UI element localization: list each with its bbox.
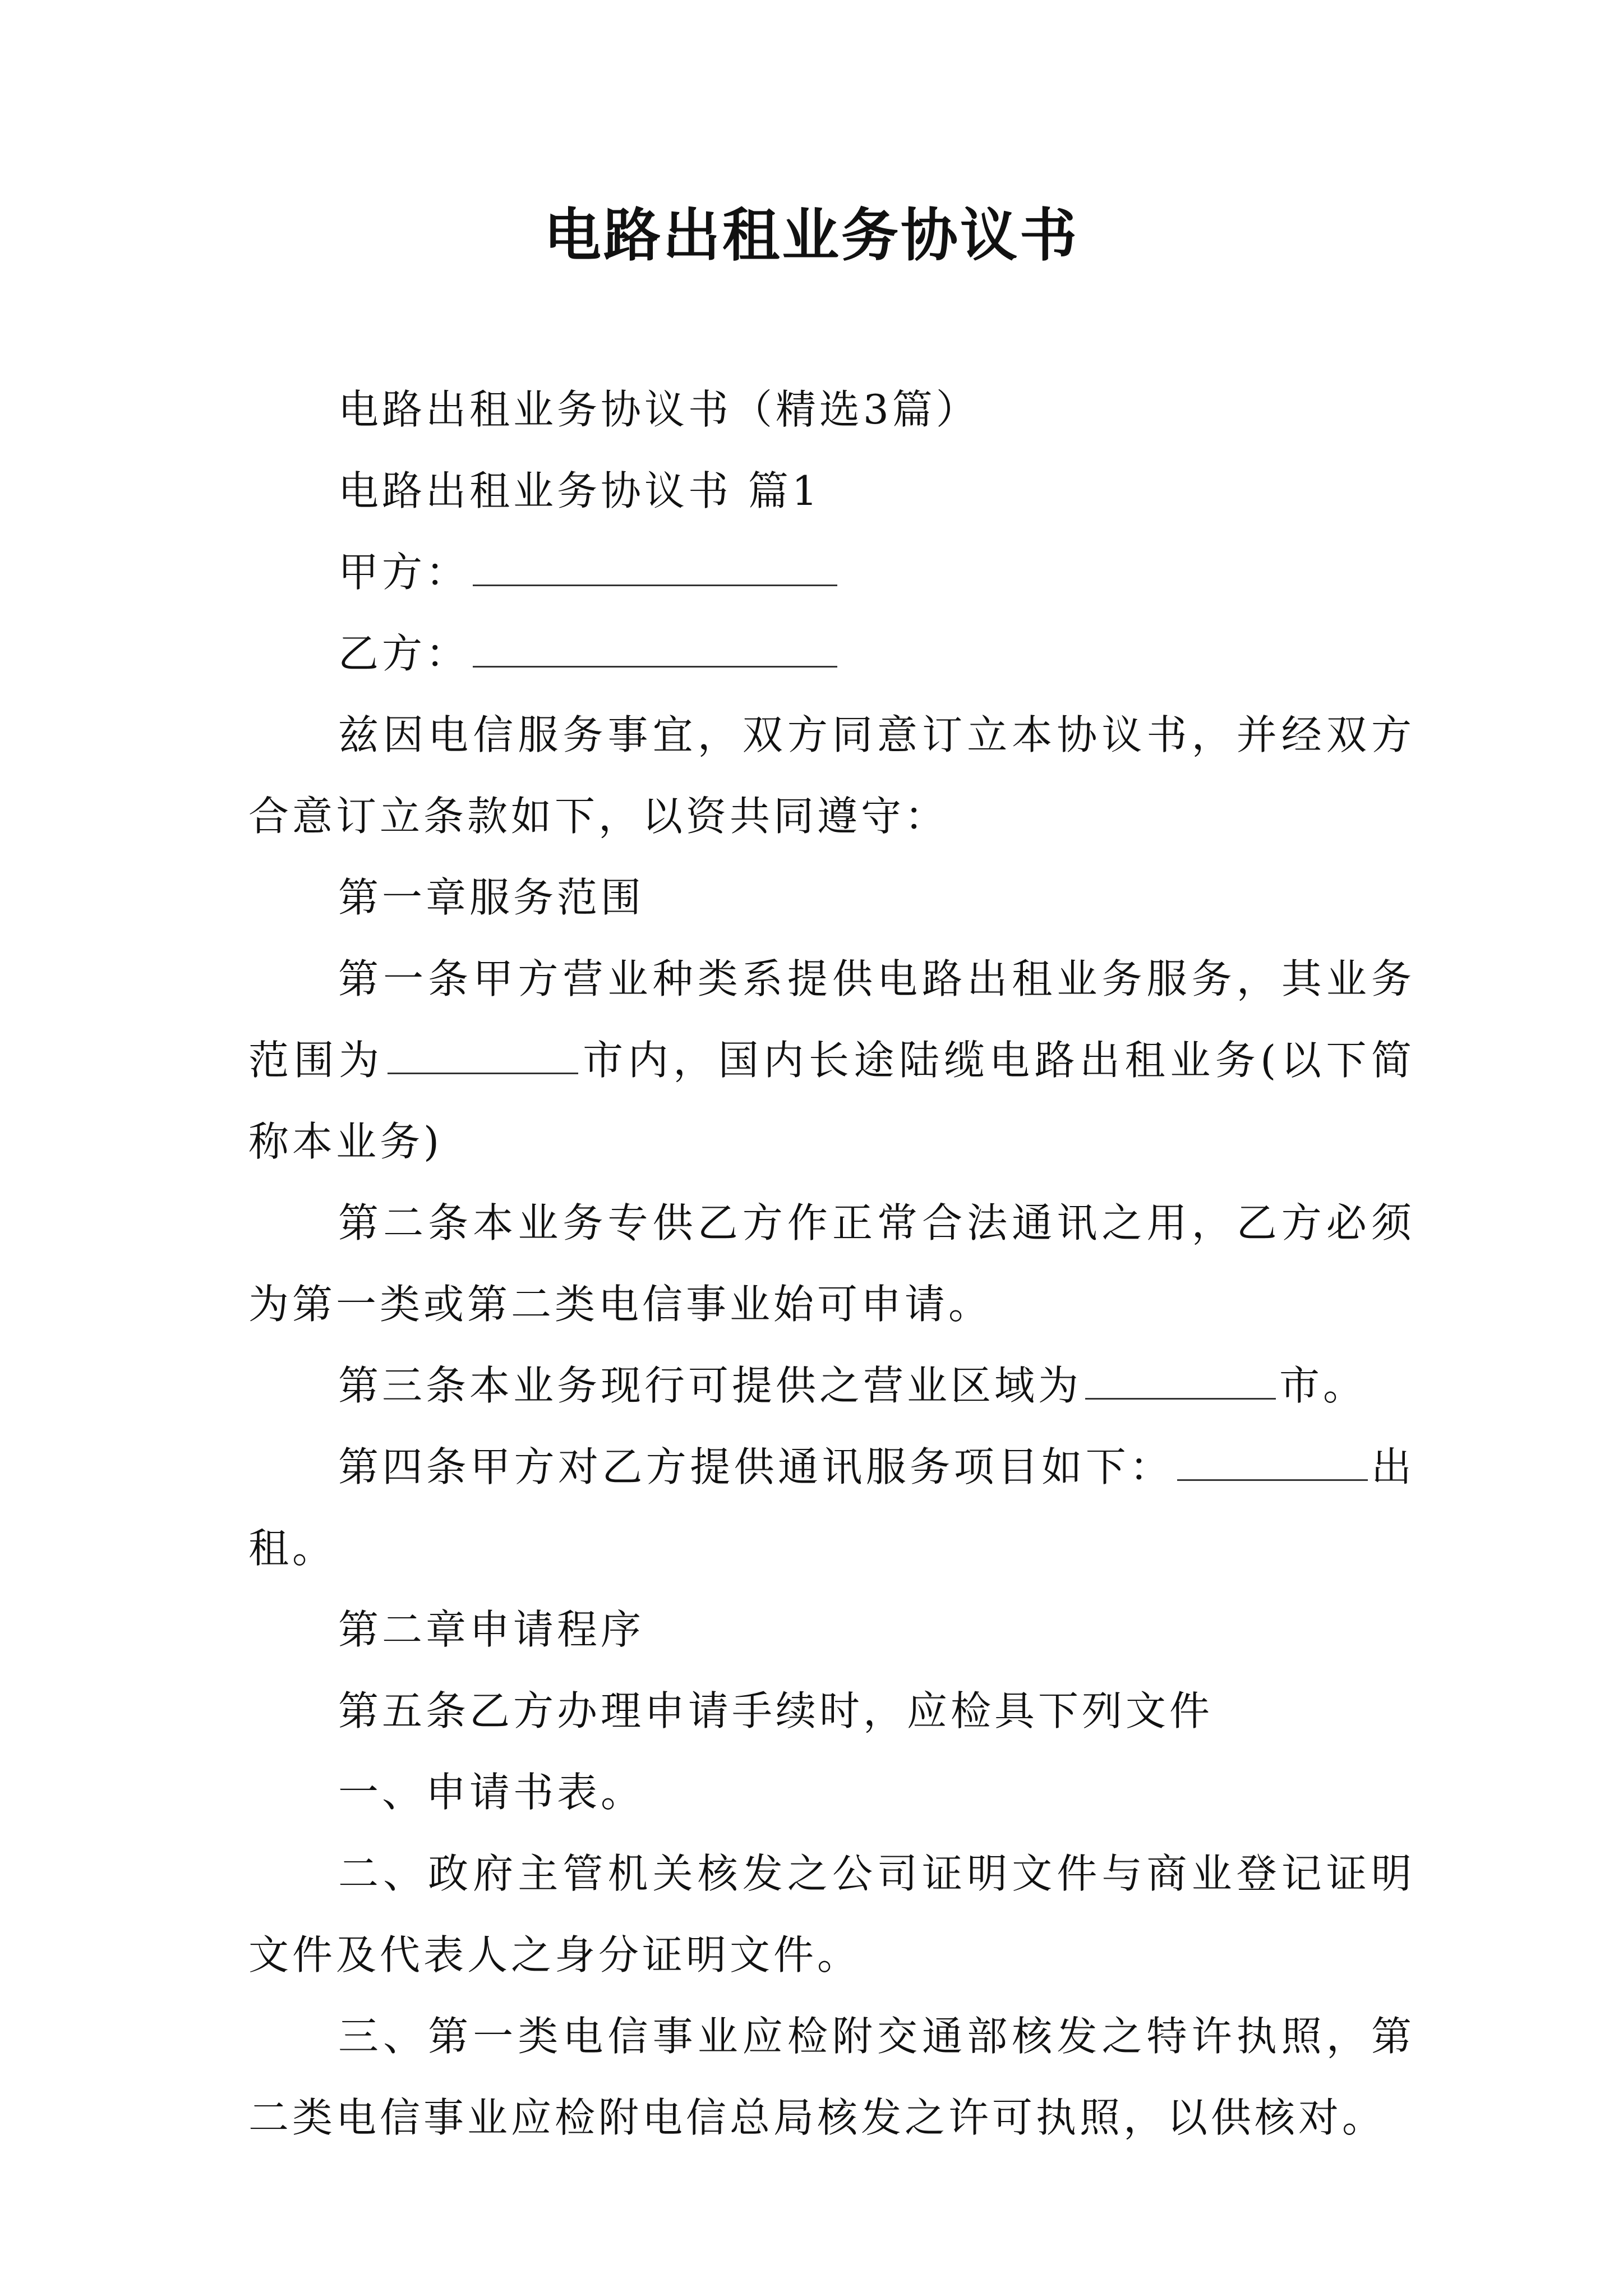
article-3-text-a: 第三条本业务现行可提供之营业区域为 bbox=[338, 1362, 1082, 1409]
article-4 bbox=[248, 1427, 1415, 1589]
list-item-1: 一、申请书表。 bbox=[338, 1769, 645, 1816]
section-heading: 电路出租业务协议书 篇1 bbox=[338, 467, 821, 514]
article-5: 第五条乙方办理申请手续时，应检具下列文件 bbox=[338, 1687, 1214, 1734]
article-1-text-b: 市内，国内长途陆缆电路出租业务(以下简称本业务) bbox=[248, 1037, 1415, 1165]
article-2: 第二条本业务专供乙方作正常合法通讯之用，乙方必须为第一类或第二类电信事业始可申请。 bbox=[248, 1199, 1415, 1328]
article-4-text-a: 第四条甲方对乙方提供通讯服务项目如下： bbox=[338, 1443, 1174, 1490]
chapter-2-heading: 第二章申请程序 bbox=[338, 1606, 645, 1653]
article-4-blank bbox=[1177, 1474, 1368, 1481]
party-b-blank bbox=[473, 660, 837, 668]
article-1-text-a: 第一条甲方营业种类系提供电路出租业务服务，其业务范围为 bbox=[248, 955, 1415, 1084]
article-1 bbox=[248, 938, 1415, 1182]
article-3-text-b: 市。 bbox=[1279, 1362, 1367, 1409]
party-b-label: 乙方： bbox=[338, 630, 470, 677]
chapter-1-heading: 第一章服务范围 bbox=[338, 874, 645, 921]
subtitle: 电路出租业务协议书（精选3篇） bbox=[338, 386, 980, 433]
article-3-blank bbox=[1085, 1392, 1276, 1400]
document-title: 电路出租业务协议书 bbox=[544, 202, 1079, 269]
party-a-blank bbox=[473, 579, 837, 586]
party-a-line bbox=[248, 532, 1415, 613]
article-1-blank bbox=[388, 1067, 578, 1074]
article-4-text-b: 出租。 bbox=[248, 1443, 1415, 1572]
list-item-2: 二、政府主管机关核发之公司证明文件与商业登记证明文件及代表人之身分证明文件。 bbox=[248, 1850, 1415, 1978]
document-body bbox=[248, 369, 1415, 2159]
party-b-line bbox=[248, 613, 1415, 694]
party-a-label: 甲方： bbox=[338, 549, 470, 596]
list-item-3: 三、第一类电信事业应检附交通部核发之特许执照，第二类电信事业应检附电信总局核发之许可执照，以供核对。 bbox=[248, 2013, 1415, 2141]
intro-paragraph: 兹因电信服务事宜，双方同意订立本协议书，并经双方合意订立条款如下，以资共同遵守： bbox=[248, 711, 1415, 840]
article-3 bbox=[248, 1345, 1415, 1427]
